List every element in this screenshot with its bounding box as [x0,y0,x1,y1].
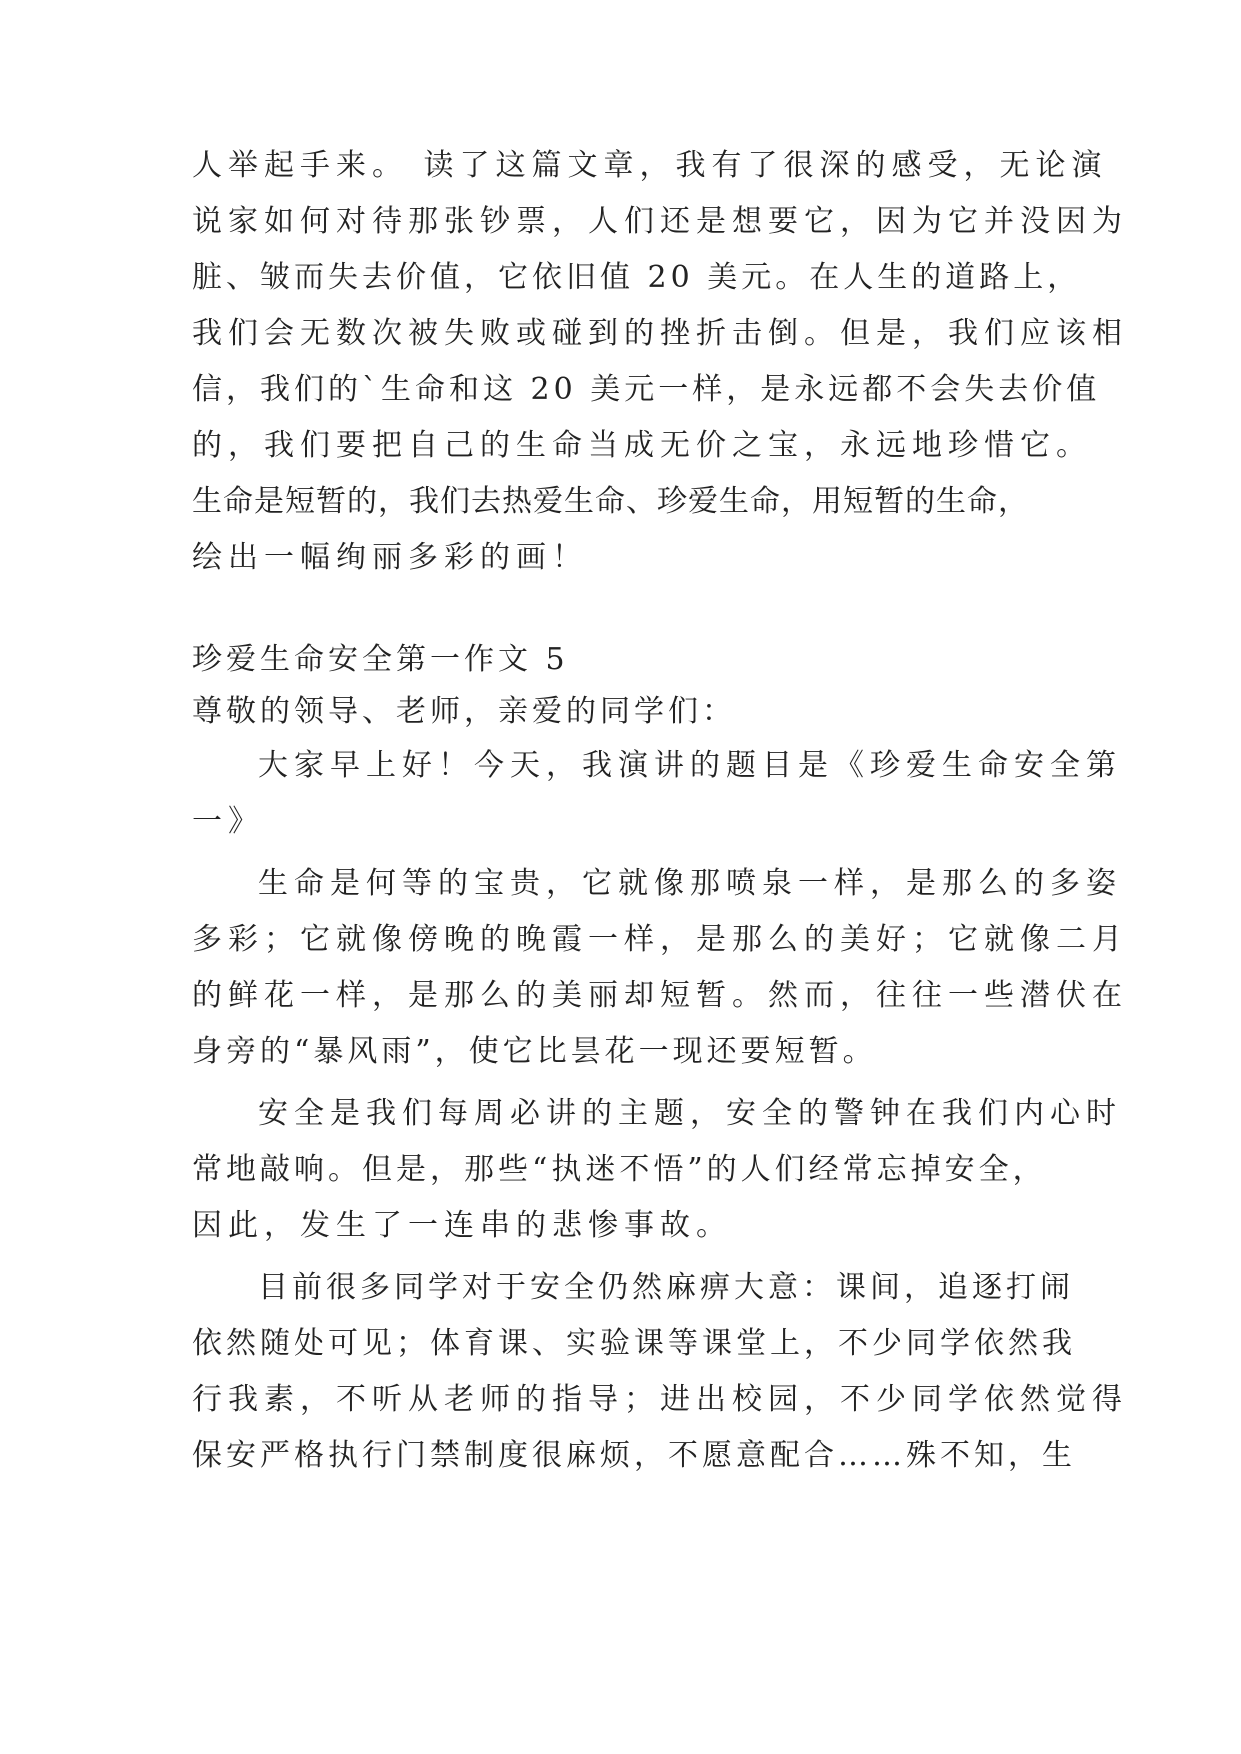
text-line: 身旁的“暴风雨”，使它比昙花一现还要短暂。 [192,1034,877,1069]
text-line: 目前很多同学对于安全仍然麻痹大意：课间，追逐打闹 [258,1270,1074,1305]
salutation: 尊敬的领导、老师，亲爱的同学们： [192,694,736,729]
text-line: 安全是我们每周必讲的主题，安全的警钟在我们内心时 [258,1096,1122,1131]
text-line: 说家如何对待那张钞票，人们还是想要它，因为它并没因为 [192,204,1128,239]
text-line: 大家早上好！今天，我演讲的题目是《珍爱生命安全第 [258,748,1122,783]
text-line: 绘出一幅绚丽多彩的画！ [192,540,588,575]
text-line: 依然随处可见；体育课、实验课等课堂上，不少同学依然我 [192,1326,1076,1361]
text-line: 人举起手来。 读了这篇文章，我有了很深的感受，无论演 [192,148,1108,183]
text-line: 的鲜花一样，是那么的美丽却短暂。然而，往往一些潜伏在 [192,978,1128,1013]
text-line: 生命是短暂的，我们去热爱生命、珍爱生命，用短暂的生命， [192,484,1029,519]
text-line: 脏、皱而失去价值，它依旧值 20 美元。在人生的道路上， [192,260,1082,295]
text-line: 一》 [192,804,264,839]
text-line: 行我素，不听从老师的指导；进出校园，不少同学依然觉得 [192,1382,1128,1417]
text-line: 信，我们的`生命和这 20 美元一样，是永远都不会失去价值 [192,372,1101,407]
text-line: 保安严格执行门禁制度很麻烦，不愿意配合……殊不知，生 [192,1438,1076,1473]
text-line: 多彩；它就像傍晚的晚霞一样，是那么的美好；它就像二月 [192,922,1128,957]
text-line: 我们会无数次被失败或碰到的挫折击倒。但是，我们应该相 [192,316,1128,351]
text-line: 的，我们要把自己的生命当成无价之宝，永远地珍惜它。 [192,428,1092,463]
text-line: 因此，发生了一连串的悲惨事故。 [192,1208,732,1243]
essay-title: 珍爱生命安全第一作文 5 [192,642,569,677]
text-line: 生命是何等的宝贵，它就像那喷泉一样，是那么的多姿 [258,866,1122,901]
text-line: 常地敲响。但是，那些“执迷不悟”的人们经常忘掉安全， [192,1152,1047,1187]
